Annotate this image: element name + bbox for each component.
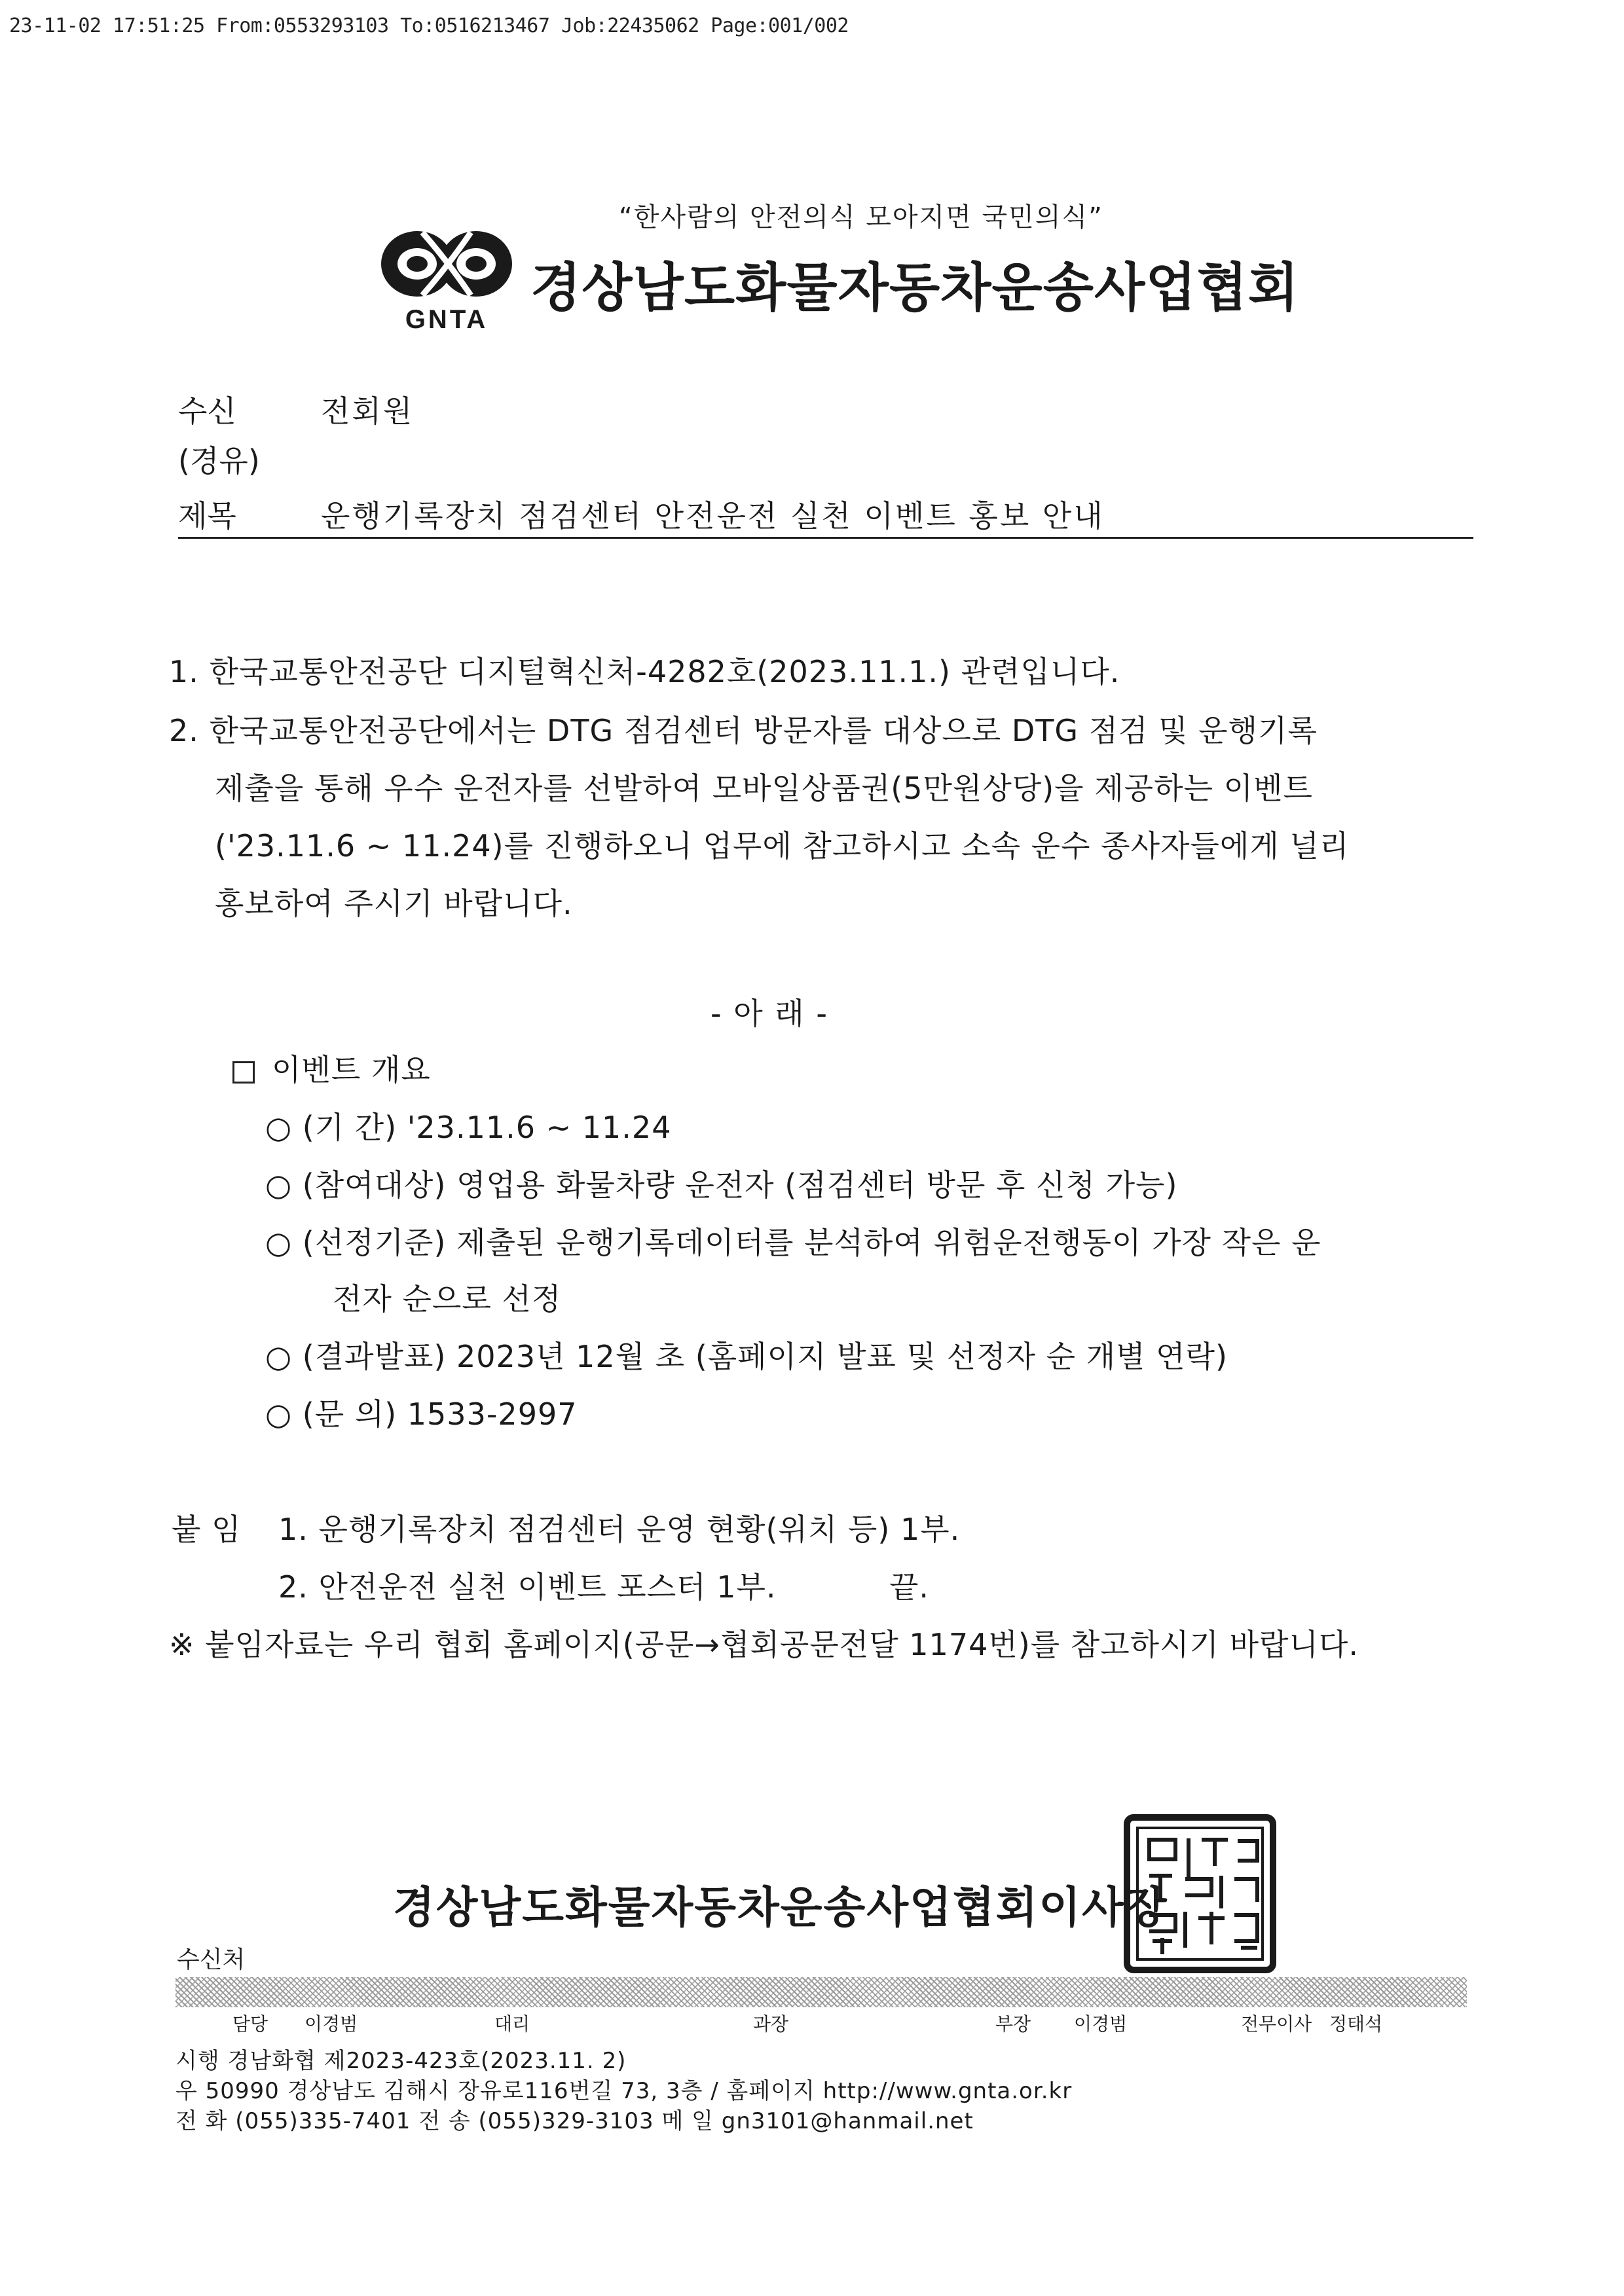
approval-executive-name: 정태석 [1329, 2013, 1383, 2035]
subject-label: 제목 [178, 498, 236, 534]
event-overview-title: 이벤트 개요 [272, 1052, 431, 1087]
footer-address: 우 50990 경상남도 김해시 장유로116번길 73, 3층 / 홈페이지 http://www.gnta.or.kr [175, 2078, 1073, 2104]
approval-executive-label: 전무이사 [1241, 2013, 1312, 2035]
via-label: (경유) [178, 443, 260, 479]
attachment-item-2: 2. 안전운전 실천 이벤트 포스터 1부. [278, 1569, 777, 1605]
gnta-logo-icon [381, 231, 512, 297]
recipients-label: 수신처 [177, 1946, 246, 1973]
official-seal-icon [1123, 1813, 1277, 1974]
fax-header: 23-11-02 17:51:25 From:0553293103 To:0516213467 Job:22435062 Page:001/002 [9, 14, 849, 37]
checkbox-square-icon [232, 1061, 255, 1084]
body-paragraph-2-line-1: 2. 한국교통안전공단에서는 DTG 점검센터 방문자를 대상으로 DTG 점검 및 운행기록 [169, 713, 1318, 748]
sender-name: 경상남도화물자동차운송사업협회이사장 [393, 1882, 1168, 1933]
notice-item-criteria: ○ (선정기준) 제출된 운행기록데이터를 분석하여 위험운전행동이 가장 작은 운 [265, 1225, 1321, 1260]
notice-item-results: ○ (결과발표) 2023년 12월 초 (홈페이지 발표 및 선정자 순 개별 연락) [265, 1339, 1228, 1374]
attachments-label: 붙 임 [172, 1512, 242, 1547]
attachments-note: ※ 붙임자료는 우리 협회 홈페이지(공문→협회공문전달 1174번)를 참고하시기 바랍니다. [169, 1627, 1359, 1662]
attachment-item-1: 1. 운행기록장치 점검센터 운영 현황(위치 등) 1부. [278, 1512, 961, 1547]
body-paragraph-2-line-2: 제출을 통해 우수 운전자를 선발하여 모바일상품권(5만원상당)을 제공하는 이벤트 [215, 771, 1313, 806]
body-paragraph-1: 1. 한국교통안전공단 디지털혁신처-4282호(2023.11.1.) 관련입니다. [169, 654, 1120, 689]
notice-header: - 아 래 - [710, 996, 828, 1031]
body-paragraph-2-line-4: 홍보하여 주시기 바랍니다. [215, 886, 573, 921]
notice-item-inquiry: ○ (문 의) 1533-2997 [265, 1396, 578, 1432]
notice-item-criteria-continued: 전자 순으로 선정 [333, 1281, 562, 1317]
recipient-value: 전회원 [321, 393, 415, 429]
subject-value: 운행기록장치 점검센터 안전운전 실천 이벤트 홍보 안내 [321, 498, 1105, 534]
event-overview-heading [232, 1046, 431, 1089]
slogan: “한사람의 안전의식 모아지면 국민의식” [619, 202, 1103, 232]
recipient-label: 수신 [178, 393, 236, 429]
approval-staff-name: 이경범 [304, 2013, 358, 2035]
org-name: 경상남도화물자동차운송사업협회 [530, 257, 1300, 318]
title-divider [178, 537, 1473, 539]
footer-enforcement: 시행 경남화협 제2023-423호(2023.11. 2) [175, 2048, 627, 2074]
gnta-logo [377, 219, 517, 334]
notice-item-participants: ○ (참여대상) 영업용 화물차량 운전자 (점검센터 방문 후 신청 가능) [265, 1167, 1178, 1203]
approval-staff-label: 담당 [232, 2013, 268, 2035]
end-mark: 끝. [889, 1569, 930, 1605]
logo-text: GNTA [405, 305, 489, 334]
approval-manager-label: 과장 [753, 2013, 789, 2035]
footer-contact: 전 화 (055)335-7401 전 송 (055)329-3103 메 일 gn3101@hanmail.net [175, 2108, 974, 2134]
body-paragraph-2-line-3: ('23.11.6 ~ 11.24)를 진행하오니 업무에 참고하시고 소속 운수 종사자들에게 널리 [215, 828, 1350, 864]
hatched-divider [175, 1977, 1467, 2007]
notice-item-period: ○ (기 간) '23.11.6 ~ 11.24 [265, 1110, 672, 1145]
approval-director-label: 부장 [995, 2013, 1031, 2035]
approval-director-name: 이경범 [1074, 2013, 1128, 2035]
approval-deputy-label: 대리 [494, 2013, 530, 2035]
